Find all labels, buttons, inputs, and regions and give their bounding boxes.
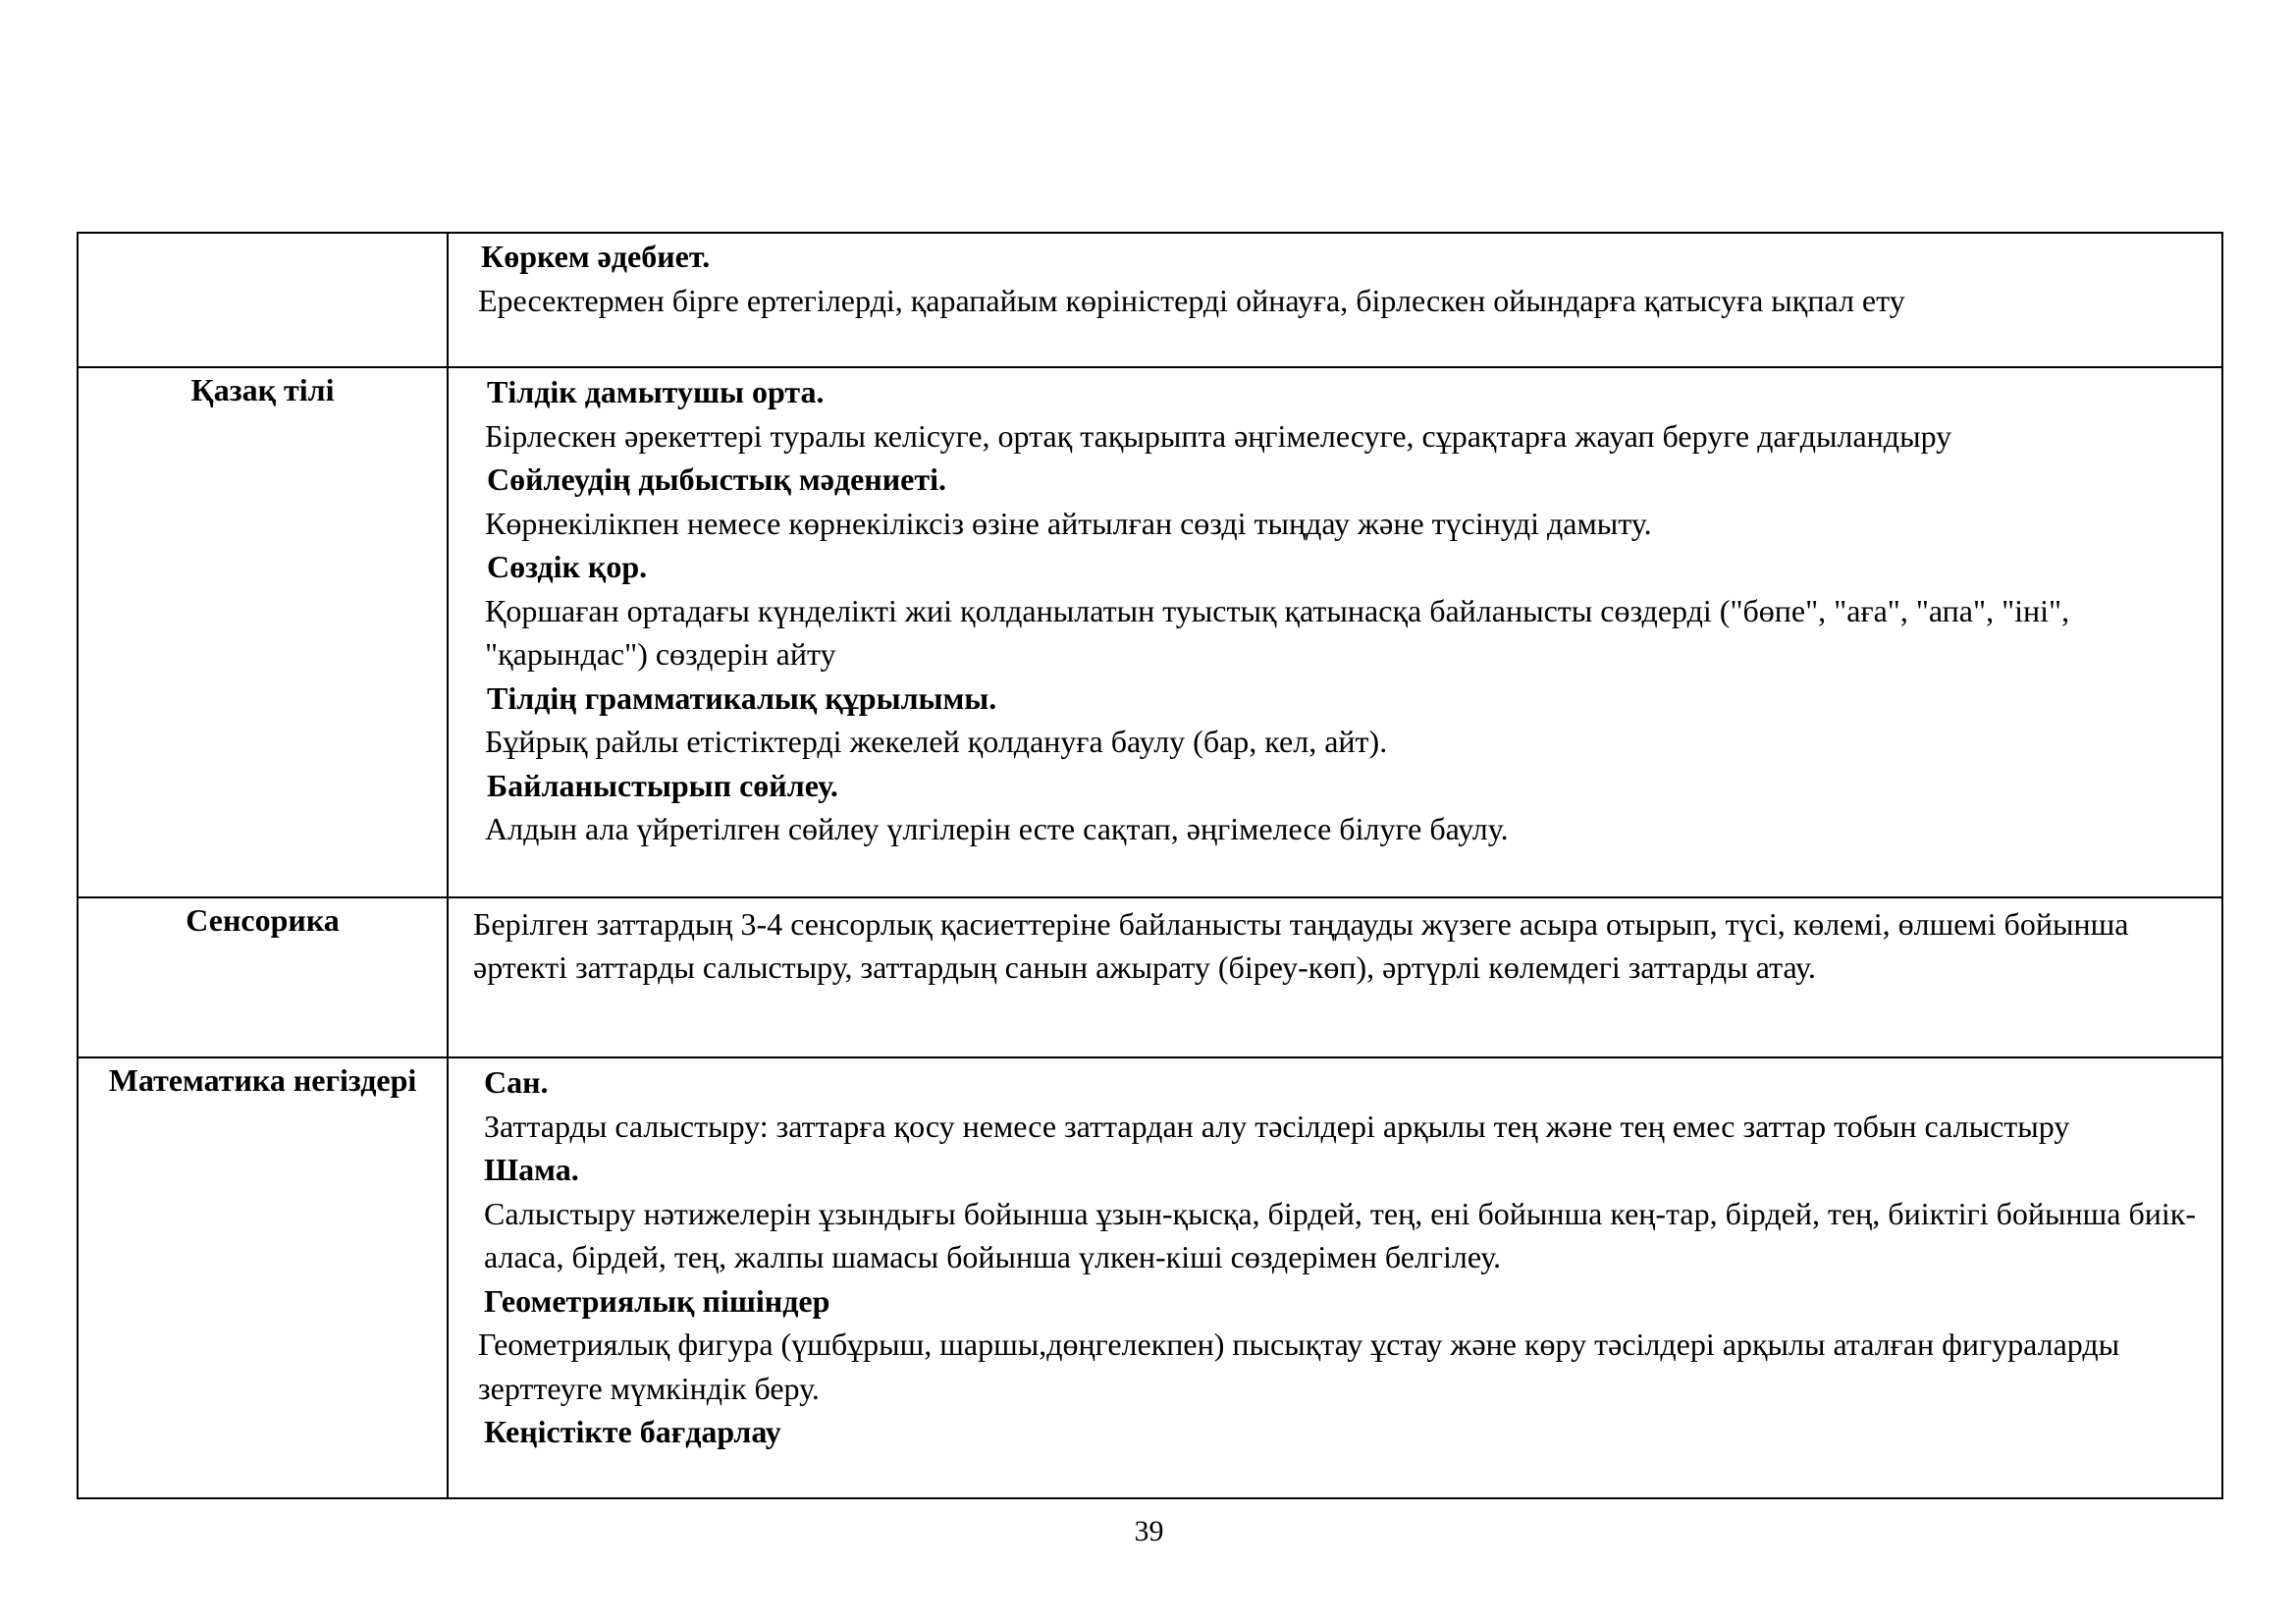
section-title: Кеңістікте бағдарлау <box>484 1414 781 1449</box>
section-text: Ересектермен бірге ертегілерді, қарапайым көріністерді ойнауға, бірлескен ойындарға қатысуға ықпал ету <box>478 282 1905 318</box>
section-title: Көркем әдебиет. <box>481 239 711 274</box>
subject-cell: Қазақ тілі <box>78 367 448 897</box>
section-text: Бірлескен әрекеттері туралы келісуге, ортақ тақырыпта әңгімелесуге, сұрақтарға жауап беруге дағдыландыру <box>485 417 1952 454</box>
content-cell <box>448 233 2222 367</box>
table-row <box>78 897 2222 1057</box>
subject-cell: Сенсорика <box>78 897 448 1057</box>
section-text: Алдын ала үйретілген сөйлеу үлгілерін есте сақтап, әңгімелесе білуге баулу. <box>485 811 1509 846</box>
section-text: Геометриялық фигура (үшбұрыш, шаршы,дөңгелекпен) пысықтау ұстау және көру тәсілдері арқылы аталған фигураларды зерттеуге мүмкіндік беру. <box>478 1326 2120 1406</box>
section-title: Тілдің грамматикалық құрылымы. <box>487 679 997 716</box>
section-title: Сөйлеудің дыбыстық мәдениеті. <box>487 461 946 497</box>
subject-cell <box>78 233 448 367</box>
section-text: Бұйрық райлы етістіктерді жекелей қолдануға баулу (бар, кел, айт). <box>485 724 1388 759</box>
page-number-text: 39 <box>1134 1515 1164 1547</box>
subject-cell: Математика негіздері <box>78 1057 448 1498</box>
section-title: Тілдік дамытушы орта. <box>487 374 825 409</box>
section-title: Сан. <box>484 1064 549 1100</box>
section-text: Қоршаған ортадағы күнделікті жиі қолданылатын туыстық қатынасқа байланысты сөздерді ("бөпе", "аға", "апа", "іні", "қарындас") сөздерін айту <box>485 592 2070 672</box>
section-text: Салыстыру нәтижелерін ұзындығы бойынша ұзын-қысқа, бірдей, тең, ені бойынша кең-тар, бірдей, тең, биіктігі бойынша биік-аласа, бірдей, тең, жалпы шамасы бойынша үлкен-кіші сөздерімен белгілеу. <box>484 1195 2196 1274</box>
content-cell <box>448 1057 2222 1498</box>
table-row <box>78 367 2222 897</box>
section-title: Сөздік қор. <box>487 549 648 584</box>
table-row <box>78 1057 2222 1498</box>
section-title: Геометриялық пішіндер <box>484 1282 830 1319</box>
content-cell <box>448 897 2222 1057</box>
table-row <box>78 233 2222 367</box>
section-text: Көрнекілікпен немесе көрнекіліксіз өзіне айтылған сөзді тыңдау және түсінуді дамыту. <box>485 505 1652 541</box>
section-title: Шама. <box>484 1152 579 1187</box>
section-title: Байланыстырып сөйлеу. <box>487 767 838 803</box>
section-text: Заттарды салыстыру: заттарға қосу немесе заттардан алу тәсілдері арқылы тең және тең емес заттар тобын салыстыру <box>484 1108 2070 1144</box>
content-cell <box>448 367 2222 897</box>
page-number <box>0 1512 2296 1551</box>
curriculum-table <box>77 232 2223 1499</box>
section-text: Берілген заттардың 3-4 сенсорлық қасиеттеріне байланысты таңдауды жүзеге асыра отырып, түсі, көлемі, өлшемі бойынша әртекті заттарды салыстыру, заттардың санын ажырату (біреу-көп), әртүрлі көлемдегі заттарды атау. <box>473 906 2129 985</box>
